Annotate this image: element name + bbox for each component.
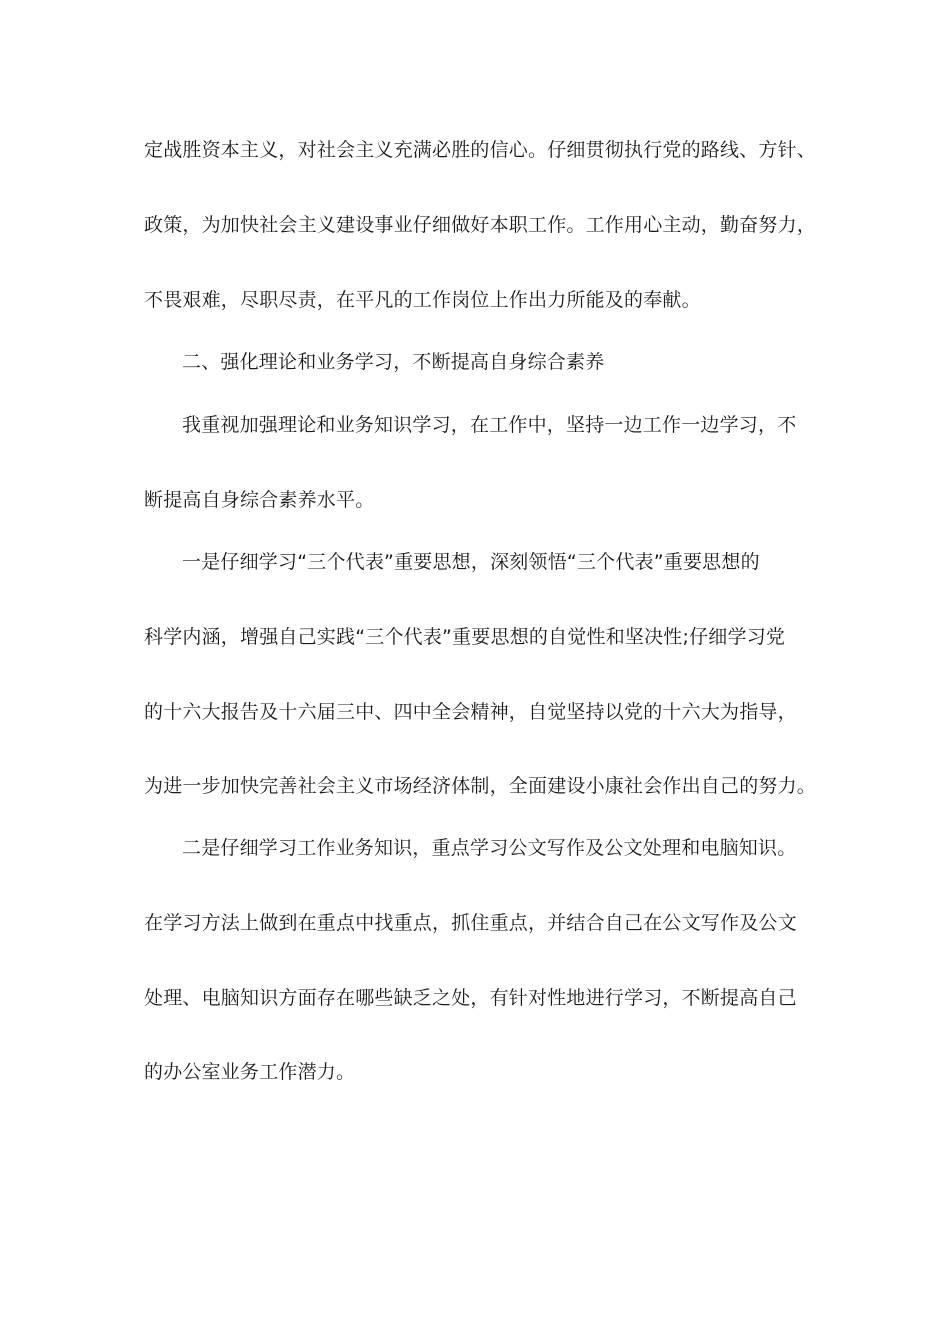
section-heading: 二、强化理论和业务学习，不断提高自身综合素养 [182,351,605,373]
paragraph-line: 我重视加强理论和业务知识学习，在工作中，坚持一边工作一边学习，不 [182,414,797,436]
paragraph-line: 断提高自身综合素养水平。 [144,489,375,511]
paragraph-line: 的十六大报告及十六届三中、四中全会精神，自觉坚持以党的十六大为指导， [144,701,797,723]
paragraph-line: 一是仔细学习“三个代表”重要思想，深刻领悟“三个代表”重要思想的 [182,551,760,573]
paragraph-line: 二是仔细学习工作业务知识，重点学习公文写作及公文处理和电脑知识。 [182,837,797,859]
paragraph-line: 为进一步加快完善社会主义市场经济体制，全面建设小康社会作出自己的努力。 [144,775,817,797]
paragraph-line: 的办公室业务工作潜力。 [144,1061,356,1083]
paragraph-line: 处理、电脑知识方面存在哪些缺乏之处，有针对性地进行学习，不断提高自己 [144,987,797,1009]
paragraph-line: 定战胜资本主义，对社会主义充满必胜的信心。仔细贯彻执行党的路线、方针、 [144,139,817,161]
paragraph-line: 政策，为加快社会主义建设事业仔细做好本职工作。工作用心主动，勤奋努力， [144,214,817,236]
paragraph-line: 科学内涵，增强自己实践“三个代表”重要思想的自觉性和坚决性;仔细学习党 [144,626,786,648]
paragraph-line: 不畏艰难，尽职尽责，在平凡的工作岗位上作出力所能及的奉献。 [144,289,701,311]
paragraph-line: 在学习方法上做到在重点中找重点，抓住重点，并结合自己在公文写作及公文 [144,912,797,934]
